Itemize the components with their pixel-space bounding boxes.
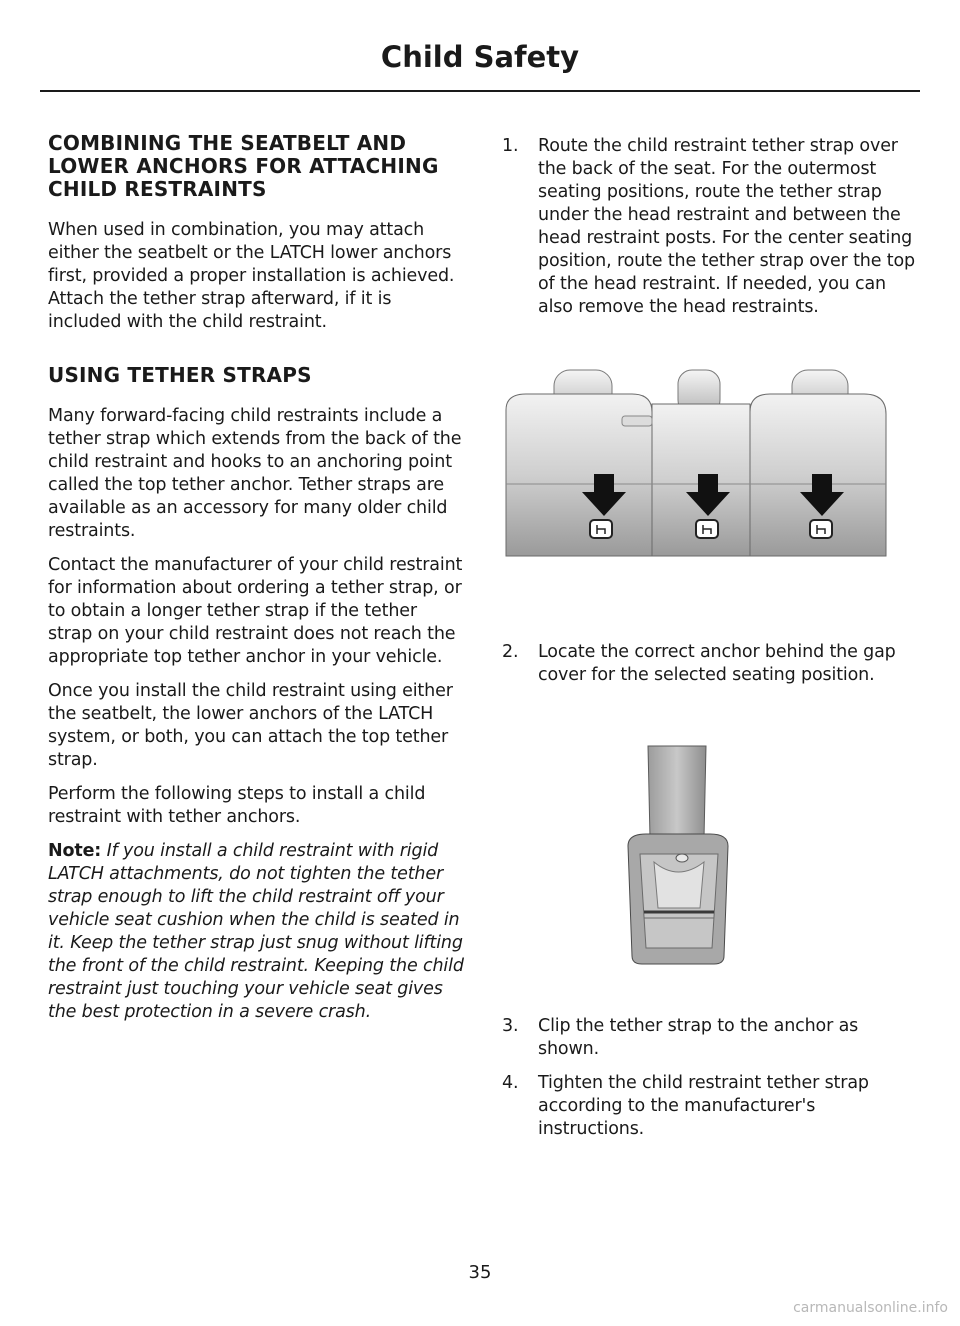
note-text: If you install a child restraint with rigid LATCH attachments, do not tighten the tether strap enough to lift the child restraint off your vehicle seat cushion when the child is seated in it. Keep the tether strap just snug without lifting the front of the child restraint. Keeping the child restraint just touching your vehicle seat gives the best protection in a severe crash. bbox=[48, 841, 464, 1022]
paragraph-combining: When used in combination, you may attach either the seatbelt or the LATCH lower anchors first, provided a proper installation is achieved. Attach the tether strap afterward, if it is included with the child restraint. bbox=[48, 220, 455, 332]
right-column-step-1 bbox=[502, 135, 922, 330]
step-number: 4. bbox=[502, 1073, 519, 1093]
note-paragraph bbox=[48, 840, 464, 1024]
paragraph-perform-steps: Perform the following steps to install a child restraint with tether anchors. bbox=[48, 784, 426, 827]
step-number: 1. bbox=[502, 136, 519, 156]
heading-using-tether-straps: USING TETHER STRAPS bbox=[48, 363, 312, 387]
step-number: 2. bbox=[502, 642, 519, 662]
step-text: Locate the correct anchor behind the gap cover for the selected seating position. bbox=[538, 642, 896, 685]
left-column bbox=[48, 132, 464, 1035]
step-number: 3. bbox=[502, 1016, 519, 1036]
step-text: Clip the tether strap to the anchor as shown. bbox=[538, 1016, 859, 1059]
step-item bbox=[502, 135, 922, 319]
seat-rear-arrows-illustration bbox=[502, 364, 888, 560]
step-item bbox=[502, 641, 922, 687]
paragraph-once-installed: Once you install the child restraint using either the seatbelt, the lower anchors of the LATCH system, or both, you can attach the top tether strap. bbox=[48, 681, 453, 770]
paragraph-tether-intro: Many forward-facing child restraints include a tether strap which extends from the back of the child restraint and hooks to an anchoring point called the top tether anchor. Tether straps are available as an accessory for many older child restraints. bbox=[48, 406, 462, 541]
page-number: 35 bbox=[468, 1262, 492, 1283]
step-text: Tighten the child restraint tether strap according to the manufacturer's instructions. bbox=[538, 1073, 869, 1139]
step-item bbox=[502, 1072, 922, 1141]
right-column-steps-3-4 bbox=[502, 1015, 922, 1152]
step-item bbox=[502, 1015, 922, 1061]
tether-anchor-illustration bbox=[606, 742, 750, 968]
watermark: carmanualsonline.info bbox=[793, 1300, 948, 1316]
note-label: Note: bbox=[48, 841, 102, 861]
heading-combining-seatbelt: COMBINING THE SEATBELT AND LOWER ANCHORS FOR ATTACHING CHILD RESTRAINTS bbox=[48, 131, 439, 201]
right-column-step-2 bbox=[502, 641, 922, 698]
step-text: Route the child restraint tether strap over the back of the seat. For the outermost seating positions, route the tether strap under the head restraint and between the head restraint posts. For the center seating position, route the tether strap over the top of the head restraint. If needed, you can also remove the head restraints. bbox=[538, 136, 915, 317]
page-title: Child Safety bbox=[380, 40, 580, 74]
paragraph-contact-manufacturer: Contact the manufacturer of your child restraint for information about ordering a tether strap, or to obtain a longer tether strap if the tether strap on your child restraint does not reach the appropriate top tether anchor in your vehicle. bbox=[48, 555, 463, 667]
header-divider bbox=[40, 90, 920, 92]
